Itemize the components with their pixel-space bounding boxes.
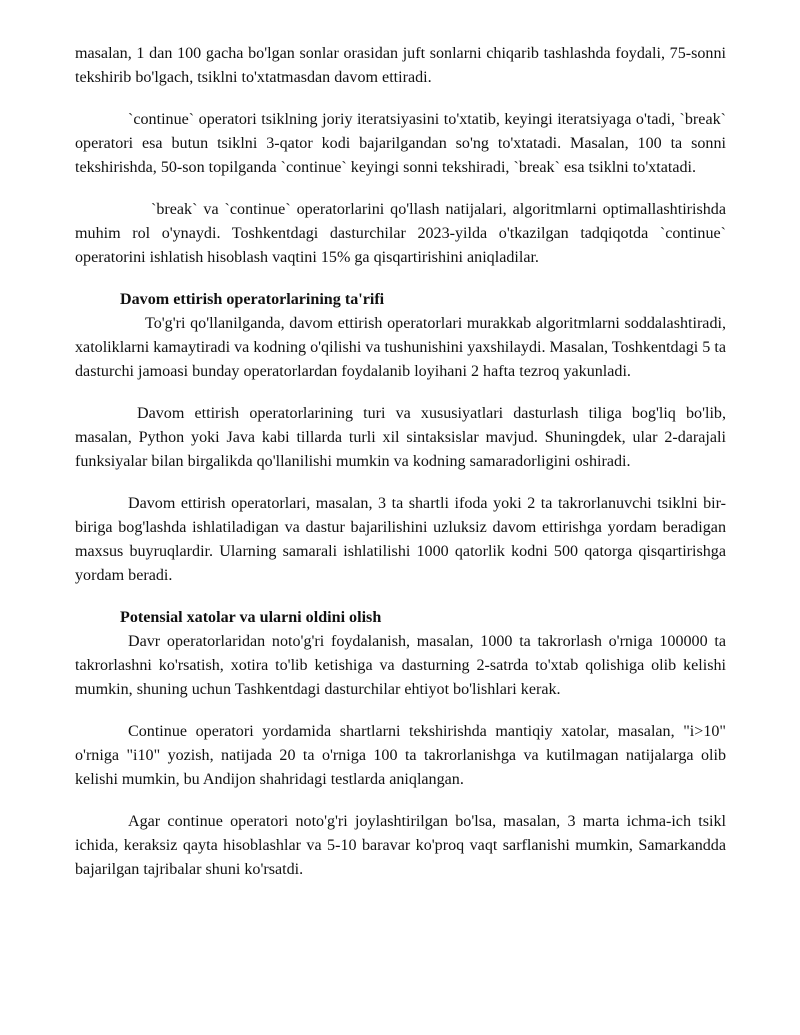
- section-heading-definition: Davom ettirish operatorlarining ta'rifi: [120, 291, 385, 308]
- paragraph-intro-continuation: masalan, 1 dan 100 gacha bo'lgan sonlar orasidan juft sonlarni chiqarib tashlashda foydali, 75-sonni tekshirib bo'lgach, tsiklni to'xtatmasdan davom ettiradi.: [75, 45, 726, 86]
- document-page: [75, 42, 726, 882]
- section-heading-potential-errors: Potensial xatolar va ularni oldini olish: [120, 609, 382, 626]
- paragraph-misplaced-continue: Agar continue operatori noto'g'ri joylashtirilgan bo'lsa, masalan, 3 marta ichma-ich tsikl ichida, keraksiz qayta hisoblashlar va 5-10 baravar ko'proq vaqt sarflanishi mumkin, Samarkandda bajarilgan tajribalar shuni ko'rsatdi.: [75, 813, 726, 878]
- paragraph-special-commands: Davom ettirish operatorlari, masalan, 3 ta shartli ifoda yoki 2 ta takrorlanuvchi tsiklni bir-biriga bog'lashda ishlatiladigan va dastur bajarilishini uzluksiz davom ettirishga yordam beradigan maxsus buyruqlardir. Ularning samarali ishlatilishi 1000 qatorlik kodni 500 qatorga qisqartirishga yordam beradi.: [75, 495, 726, 584]
- paragraph-operator-types: Davom ettirish operatorlarining turi va xususiyatlari dasturlash tiliga bog'liq bo'lib, masalan, Python yoki Java kabi tillarda turli xil sintaksislar mavjud. Shuningdek, ular 2-darajali funksiyalar bilan birgalikda qo'llanilishi mumkin va kodning samaradorligini oshiradi.: [75, 405, 726, 470]
- paragraph-continue-vs-break: `continue` operatori tsiklning joriy iteratsiyasini to'xtatib, keyingi iteratsiyaga o'tadi, `break` operatori esa butun tsiklni 3-qator kodi bajarilgandan so'ng to'xtatadi. Masalan, 100 ta sonni tekshirishda, 50-son topilganda `continue` keyingi sonni tekshiradi, `break` esa tsiklni to'xtatadi.: [75, 111, 726, 176]
- paragraph-misuse-memory: Davr operatorlaridan noto'g'ri foydalanish, masalan, 1000 ta takrorlash o'rniga 100000 ta takrorlashni ko'rsatish, xotira to'lib ketishiga va dasturning 2-satrda to'xtab qolishiga olib kelishi mumkin, shuning uchun Tashkentdagi dasturchilar ehtiyot bo'lishlari kerak.: [75, 633, 726, 698]
- paragraph-logic-errors: Continue operatori yordamida shartlarni tekshirishda mantiqiy xatolar, masalan, "i>10" o'rniga "i10" yozish, natijada 20 ta o'rniga 100 ta takrorlanishga va kutilmagan natijalarga olib kelishi mumkin, bu Andijon shahridagi testlarda aniqlangan.: [75, 723, 726, 788]
- paragraph-optimization-results: `break` va `continue` operatorlarini qo'llash natijalari, algoritmlarni optimallashtirishda muhim rol o'ynaydi. Toshkentdagi dasturchilar 2023-yilda o'tkazilgan tadqiqotda `continue` operatorini ishlatish hisoblash vaqtini 15% ga qisqartirishini aniqladilar.: [75, 201, 726, 266]
- paragraph-definition-benefits: To'g'ri qo'llanilganda, davom ettirish operatorlari murakkab algoritmlarni soddalashtiradi, xatoliklarni kamaytiradi va kodning o'qilishi va tushunishini yaxshilaydi. Masalan, Toshkentdagi 5 ta dasturchi jamoasi bunday operatorlardan foydalanib loyihani 2 hafta tezroq yakunladi.: [75, 315, 726, 380]
